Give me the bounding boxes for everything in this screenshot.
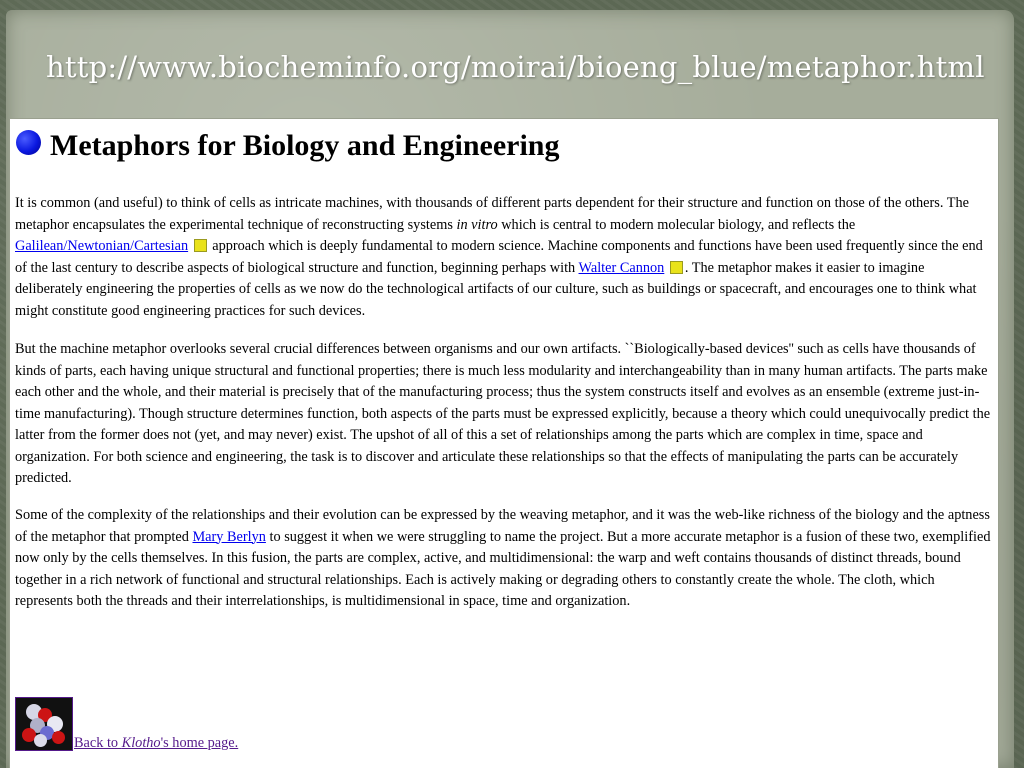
in-vitro-emphasis: in vitro xyxy=(456,216,498,233)
back-to-home-link-wrap xyxy=(74,735,238,751)
molecule-thumbnail-icon[interactable] xyxy=(15,697,73,751)
paragraph-1 xyxy=(15,193,992,322)
page-heading xyxy=(16,129,559,163)
galilean-newtonian-cartesian-link[interactable]: Galilean/Newtonian/Cartesian xyxy=(15,238,189,254)
footer-text-pre: Back to xyxy=(74,735,122,751)
note-icon[interactable] xyxy=(194,239,207,252)
klotho-emphasis: Klotho xyxy=(121,735,161,751)
page-title: Metaphors for Biology and Engineering xyxy=(50,129,560,162)
slide-url-title: http://www.biocheminfo.org/moirai/bioeng_blue/metaphor.html xyxy=(46,50,985,84)
back-to-klotho-home-link[interactable] xyxy=(74,735,238,751)
p1-text-1: It is common (and useful) to think of cells as intricate machines, with thousands of different parts dependent for their structure and function on those of the others. The metaphor encapsulates the experimental technique of reconstructing systems xyxy=(15,195,969,233)
note-icon[interactable] xyxy=(670,261,683,274)
footer-text-post: 's home page. xyxy=(160,735,239,751)
p3-text-2: to suggest it when we were struggling to name the project. But a more accurate metaphor is a fusion of these two, exemplified now only by the cells themselves. In this fusion, the parts are complex, active, and multidimensional: the warp and weft contains thousands of distinct threads, bound together in a rich network of functional and structural relationships. Each is actively making or degrading others to constantly create the whole. The cloth, which represents both the threads and their interrelationships, is multidimensional in space, time and organization. xyxy=(15,528,991,609)
footer-nav xyxy=(15,697,238,751)
mary-berlyn-link[interactable]: Mary Berlyn xyxy=(192,528,266,545)
web-page-content xyxy=(10,119,998,768)
p1-text-3: approach which is deeply fundamental to modern science. Machine components and functions have been used frequently since the end of the last century to describe aspects of biological structure and function, beginning perhaps with xyxy=(15,238,983,276)
walter-cannon-link[interactable]: Walter Cannon xyxy=(578,259,665,276)
p3-text-1: Some of the complexity of the relationships and their evolution can be expressed by the weaving metaphor, and it was the web-like richness of the biology and the aptness of the metaphor that prompted xyxy=(15,507,990,545)
paragraph-2: But the machine metaphor overlooks several crucial differences between organisms and our own artifacts. ``Biologically-based devices'' such as cells have thousands of kinds of parts, each having unique structural and functional properties; there is much less modularity and interchangeability than in many human artifacts. The parts make each other and the whole, and their material is precisely that of the manufacturing process; thus the system constructs itself and evolves as an ensemble (extreme just-in-time manufacturing). Though structure determines function, both aspects of the parts must be expressed explicitly, because a theory which could unequivocally predict the latter from the former does not (yet, and may never) exist. The upshot of all of this a set of relationships among the parts which are complex in time, space and organization. For both science and engineering, the task is to discover and articulate these relationships so that the effects of manipulating the parts can be accurately predicted. xyxy=(15,341,991,486)
p1-text-4: . The metaphor makes it easier to imagine deliberately engineering the properties of cells as we now do the technological artifacts of our culture, such as buildings or spacecraft, and encourages one to think what might constitute good engineering practices for such devices. xyxy=(15,259,977,319)
p1-text-2: which is central to modern molecular biology, and reflects the xyxy=(497,216,856,233)
paragraph-3 xyxy=(15,505,992,613)
blue-ball-icon xyxy=(16,130,41,155)
